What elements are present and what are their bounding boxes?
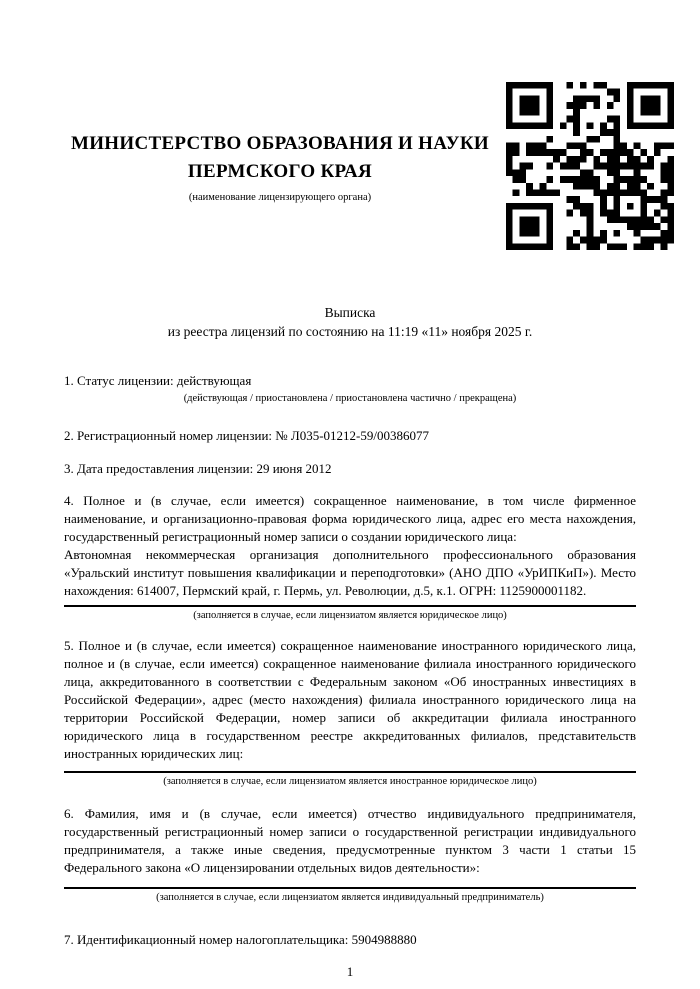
item-1-caption: (действующая / приостановлена / приостановлена частично / прекращена)	[183, 393, 517, 404]
extract-title: Выписка	[324, 305, 376, 320]
qr-code	[506, 82, 674, 250]
item-2-registration-number: 2. Регистрационный номер лицензии: № Л035-01212-59/00386077	[64, 428, 430, 443]
ministry-name-line2: ПЕРМСКОГО КРАЯ	[187, 161, 373, 182]
fill-line-legal-entity	[64, 605, 636, 607]
document-body	[0, 372, 700, 981]
fill-line-foreign-entity	[64, 771, 636, 773]
item-4-answer: Автономная некоммерческая организация дополнительного профессионального образования «Уральский институт повышения квалификации и переподготовки» (АНО ДПО «УрИПКиП»). Место нахождения: 614007, Пермский край, г. Пермь, ул. Революции, д.5, к.1. ОГРН: 1125900001182.	[64, 547, 636, 598]
item-3-grant-date: 3. Дата предоставления лицензии: 29 июня 2012	[64, 461, 332, 476]
page-number: 1	[346, 964, 354, 979]
extract-subtitle: из реестра лицензий по состоянию на 11:19 «11» ноября 2025 г.	[167, 324, 533, 339]
item-5-question: 5. Полное и (в случае, если имеется) сокращенное наименование иностранного юридического лица, полное и (в случае, если имеется) сокращенное наименование филиала иностранного юридического лица, аккредитованного в соответствии с Федеральным законом «Об иностранных инвестициях в Российской Федерации», адрес (место нахождения) филиала иностранного юридического лица на территории Российской Федерации, номер записи об аккредитации филиала иностранного юридического лица в государственном реестре аккредитованных филиалов, представительств иностранных юридических лиц:	[64, 638, 636, 761]
item-7-taxpayer-number: 7. Идентификационный номер налогоплательщика: 5904988880	[64, 932, 417, 947]
document-header	[0, 0, 700, 250]
item-4-question: 4. Полное и (в случае, если имеется) сокращенное наименование, в том числе фирменное наименование, и организационно-правовая форма юридического лица, адрес его места нахождения, государственный регистрационный номер записи о создании юридического лица:	[64, 493, 636, 544]
ministry-name-line1: МИНИСТЕРСТВО ОБРАЗОВАНИЯ И НАУКИ	[70, 133, 490, 154]
item-1-license-status: 1. Статус лицензии: действующая	[64, 373, 252, 388]
item-4-caption: (заполняется в случае, если лицензиатом является юридическое лицо)	[193, 610, 507, 621]
fill-line-individual-entrepreneur	[64, 887, 636, 889]
licensing-authority-block	[0, 130, 560, 204]
item-5-caption: (заполняется в случае, если лицензиатом является иностранное юридическое лицо)	[163, 776, 537, 787]
document-title-block	[0, 250, 700, 341]
licensing-authority-caption: (наименование лицензирующего органа)	[188, 192, 372, 203]
item-6-question: 6. Фамилия, имя и (в случае, если имеется) отчество индивидуального предпринимателя, государственный регистрационный номер записи о государственной регистрации индивидуального предпринимателя, а также иные сведения, предусмотренные пунктом 3 части 1 статьи 15 Федерального закона «О лицензировании отдельных видов деятельности»:	[64, 806, 636, 875]
item-6-caption: (заполняется в случае, если лицензиатом является индивидуальный предприниматель)	[156, 892, 544, 903]
